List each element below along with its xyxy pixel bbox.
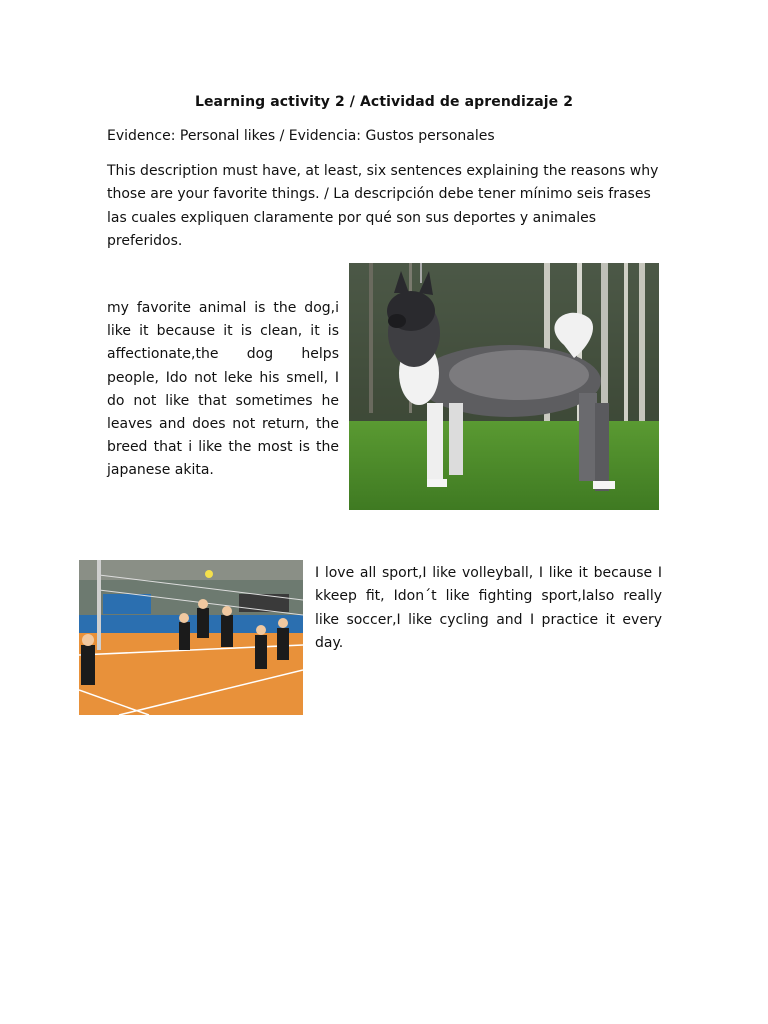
evidence-line: Evidence: Personal likes / Evidencia: Gustos personales <box>107 128 495 144</box>
dog-paragraph: my favorite animal is the dog,i like it because it is clean, it is affectionate,the dog helps people, Ido not leke his smell, I do not like that sometimes he leaves and does not return, the breed that i like the most is the japanese akita. <box>107 300 339 479</box>
instructions-paragraph: This description must have, at least, six sentences explaining the reasons why those are your favorite things. / La descripción debe tener mínimo seis frases las cuales expliquen claramente por qué son sus deportes y animales preferidos. <box>107 163 659 249</box>
document-title: Learning activity 2 / Actividad de aprendizaje 2 <box>194 94 574 110</box>
sport-paragraph: I love all sport,I like volleyball, I like it because I kkeep fit, Idon´t like fighting sport,Ialso really like soccer,I like cycling and I practice it every day. <box>315 565 662 651</box>
volleyball-match-photo <box>79 560 303 715</box>
akita-dog-photo <box>349 263 659 510</box>
